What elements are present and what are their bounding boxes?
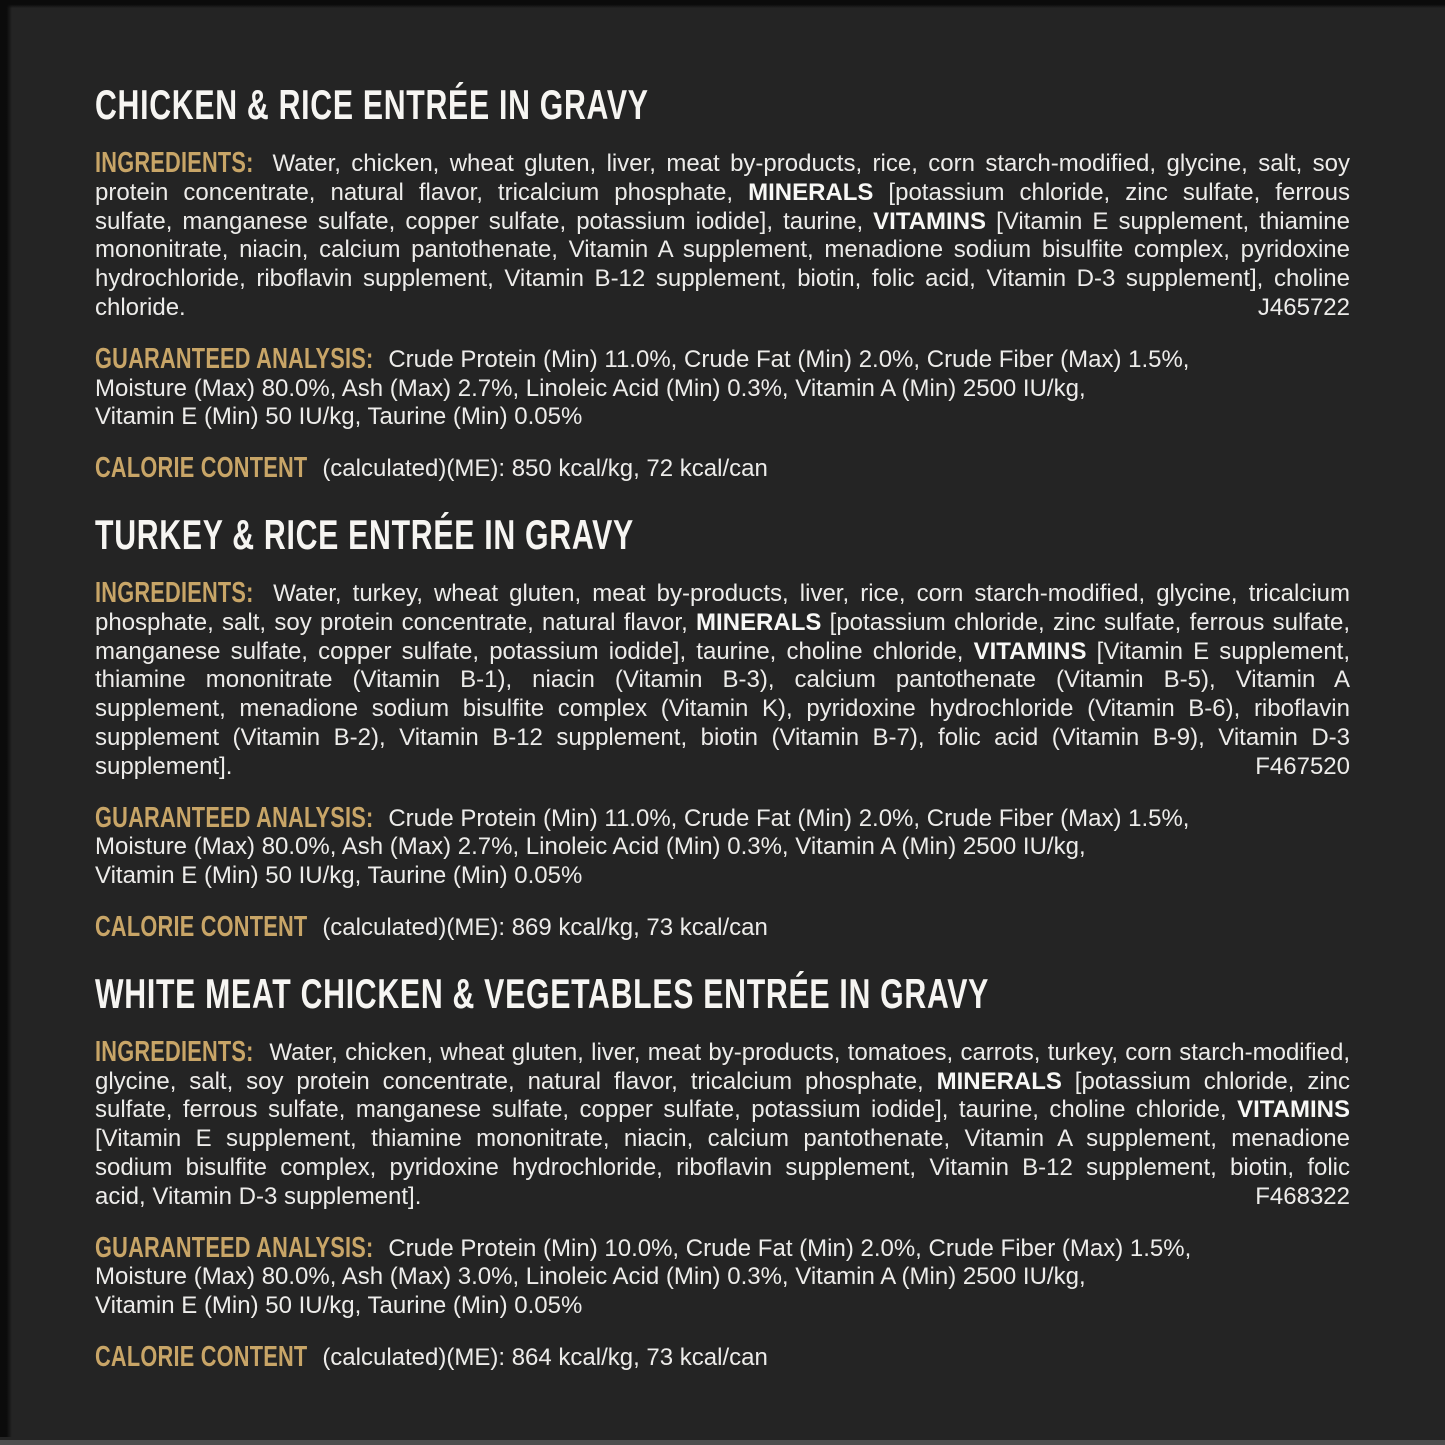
text-line xyxy=(95,265,1350,294)
text-segment: sodium bisulfite complex, pyridoxine hydrochloride, riboflavin supplement, Vitamin B-12 supplement, biotin, folic xyxy=(95,1153,1350,1181)
text-segment: Moisture (Max) 80.0%, Ash (Max) 2.7%, Linoleic Acid (Min) 0.3%, Vitamin A (Min) 2500 IU/kg, xyxy=(95,374,1086,402)
text-line xyxy=(95,236,1350,265)
bold-ingredient-group: MINERALS xyxy=(748,178,874,206)
text-line xyxy=(95,1292,1350,1321)
bold-ingredient-group: VITAMINS xyxy=(873,207,987,235)
text-segment: supplement, menadione sodium bisulfite complex (Vitamin K), pyridoxine hydrochloride (Vitamin B-6), riboflavin xyxy=(95,695,1350,723)
text-segment: supplement (Vitamin B-2), Vitamin B-12 supplement, biotin (Vitamin B-7), folic acid (Vitamin B-9), Vitamin D-3 xyxy=(95,723,1350,751)
label-content xyxy=(95,81,1351,1403)
bold-ingredient-group: MINERALS xyxy=(936,1067,1062,1095)
text-segment: supplement]. xyxy=(95,752,233,780)
guaranteed-analysis-paragraph xyxy=(95,1231,1350,1321)
gold-section-label: INGREDIENTS: xyxy=(95,147,254,179)
text-line xyxy=(95,149,1350,179)
formula-code: F468322 xyxy=(1255,1182,1350,1210)
calorie-content-label: CALORIE CONTENT xyxy=(95,1340,308,1373)
calorie-content-value: (calculated)(ME): 869 kcal/kg, 73 kcal/can xyxy=(322,913,768,941)
product-title: WHITE MEAT CHICKEN & VEGETABLES ENTRÉE IN GRAVY xyxy=(95,969,990,1017)
calorie-content-line xyxy=(95,1340,1350,1373)
text-segment: [Vitamin E supplement, xyxy=(1086,637,1350,665)
bold-ingredient-group: VITAMINS xyxy=(973,637,1087,665)
formula-code: F467520 xyxy=(1255,752,1350,780)
text-segment: sulfate, manganese sulfate, copper sulfate, potassium iodide], taurine, xyxy=(95,207,874,235)
text-segment: acid, Vitamin D-3 supplement]. xyxy=(95,1182,422,1210)
text-line xyxy=(95,1183,1350,1212)
text-line xyxy=(95,666,1350,695)
gold-section-label: GUARANTEED ANALYSIS: xyxy=(95,342,374,375)
text-segment: protein concentrate, natural flavor, tricalcium phosphate, xyxy=(95,178,749,206)
text-segment: mononitrate, niacin, calcium pantothenate, Vitamin A supplement, menadione sodium bisulfite complex, pyridoxine xyxy=(95,236,1350,264)
text-line xyxy=(95,1125,1350,1154)
text-segment: hydrochloride, riboflavin supplement, Vitamin B-12 supplement, biotin, folic acid, Vitamin D-3 supplement], choline xyxy=(95,265,1350,293)
text-line xyxy=(95,753,1350,782)
label-edge-shadow-top xyxy=(0,0,1445,8)
label-edge-highlight-bottom xyxy=(0,1440,1445,1445)
text-segment: Crude Protein (Min) 11.0%, Crude Fat (Min) 2.0%, Crude Fiber (Max) 1.5%, xyxy=(388,804,1190,832)
text-segment: Water, chicken, wheat gluten, liver, meat by-products, rice, corn starch-modified, glycine, salt, soy xyxy=(272,150,1350,177)
calorie-content-label: CALORIE CONTENT xyxy=(95,452,308,485)
label-edge-shadow-left xyxy=(0,0,12,1437)
formula-code: J465722 xyxy=(1257,293,1350,321)
text-segment: Vitamin E (Min) 50 IU/kg, Taurine (Min) 0.05% xyxy=(95,1292,583,1320)
text-line xyxy=(95,403,1350,432)
text-line xyxy=(95,1096,1350,1125)
text-segment: Vitamin E (Min) 50 IU/kg, Taurine (Min) 0.05% xyxy=(95,403,583,431)
text-segment: glycine, salt, soy protein concentrate, natural flavor, tricalcium phosphate, xyxy=(95,1067,937,1095)
text-segment: manganese sulfate, copper sulfate, potassium iodide], taurine, choline chloride, xyxy=(95,637,974,665)
ingredients-paragraph xyxy=(95,576,1351,782)
gold-section-label: INGREDIENTS: xyxy=(95,1035,254,1068)
guaranteed-analysis-paragraph xyxy=(95,801,1350,891)
product-section-white-meat-chicken-vegetables xyxy=(95,969,1351,1373)
text-segment: Crude Protein (Min) 10.0%, Crude Fat (Min) 2.0%, Crude Fiber (Max) 1.5%, xyxy=(388,1234,1192,1262)
calorie-content-line xyxy=(95,910,1350,943)
text-line xyxy=(95,695,1350,724)
text-line xyxy=(95,801,1350,834)
text-segment: [potassium chloride, zinc sulfate, ferrous xyxy=(873,178,1351,206)
guaranteed-analysis-paragraph xyxy=(95,342,1350,432)
text-segment: Moisture (Max) 80.0%, Ash (Max) 2.7%, Linoleic Acid (Min) 0.3%, Vitamin A (Min) 2500 IU/kg, xyxy=(95,833,1086,861)
text-segment: Water, chicken, wheat gluten, liver, meat by-products, tomatoes, carrots, turkey, corn starch-modified, xyxy=(269,1038,1350,1066)
gold-section-label: INGREDIENTS: xyxy=(95,576,254,609)
calorie-content-value: (calculated)(ME): 864 kcal/kg, 73 kcal/can xyxy=(322,1343,768,1371)
calorie-content-label: CALORIE CONTENT xyxy=(95,910,308,943)
gold-section-label: GUARANTEED ANALYSIS: xyxy=(95,1231,374,1264)
text-segment: Water, turkey, wheat gluten, meat by-products, liver, rice, corn starch-modified, glycine, tricalcium xyxy=(273,579,1350,607)
bold-ingredient-group: VITAMINS xyxy=(1237,1096,1350,1124)
text-line xyxy=(95,609,1350,638)
product-title: TURKEY & RICE ENTRÉE IN GRAVY xyxy=(95,510,634,558)
calorie-content-value: (calculated)(ME): 850 kcal/kg, 72 kcal/can xyxy=(322,455,768,483)
text-line xyxy=(95,833,1350,862)
text-line xyxy=(95,179,1350,208)
product-title: CHICKEN & RICE ENTRÉE IN GRAVY xyxy=(95,81,649,128)
text-segment: [Vitamin E supplement, thiamine mononitrate, niacin, calcium pantothenate, Vitamin A supplement, menadione xyxy=(95,1125,1350,1153)
text-segment: chloride. xyxy=(95,293,186,321)
text-segment: Vitamin E (Min) 50 IU/kg, Taurine (Min) 0.05% xyxy=(95,862,583,890)
text-line xyxy=(95,342,1350,375)
text-line xyxy=(95,862,1350,891)
ingredients-paragraph xyxy=(95,149,1350,323)
bold-ingredient-group: MINERALS xyxy=(696,608,822,636)
text-line xyxy=(95,1035,1350,1068)
text-line xyxy=(95,375,1350,404)
text-line xyxy=(95,1231,1350,1264)
text-segment: [Vitamin E supplement, thiamine xyxy=(986,207,1350,235)
calorie-content-line xyxy=(95,454,1350,484)
text-segment: Crude Protein (Min) 11.0%, Crude Fat (Min) 2.0%, Crude Fiber (Max) 1.5%, xyxy=(388,345,1190,373)
text-segment: sulfate, ferrous sulfate, manganese sulfate, copper sulfate, potassium iodide], taurine, choline chloride, xyxy=(95,1096,1238,1124)
text-line xyxy=(95,1154,1350,1183)
text-line xyxy=(95,724,1350,753)
text-segment: Moisture (Max) 80.0%, Ash (Max) 3.0%, Linoleic Acid (Min) 0.3%, Vitamin A (Min) 2500 IU/kg, xyxy=(95,1263,1086,1291)
text-segment: [potassium chloride, zinc xyxy=(1061,1067,1351,1095)
text-line xyxy=(95,638,1350,667)
text-segment: [potassium chloride, zinc sulfate, ferrous sulfate, xyxy=(821,608,1351,636)
gold-section-label: GUARANTEED ANALYSIS: xyxy=(95,801,374,834)
text-line xyxy=(95,1263,1350,1292)
text-line xyxy=(95,294,1350,323)
text-line xyxy=(95,208,1350,237)
text-line xyxy=(95,1068,1350,1097)
text-segment: thiamine mononitrate (Vitamin B-1), niacin (Vitamin B-3), calcium pantothenate (Vitamin B-5), Vitamin A xyxy=(95,666,1350,694)
text-segment: phosphate, salt, soy protein concentrate, natural flavor, xyxy=(95,608,697,636)
product-section-chicken-rice xyxy=(95,81,1351,485)
text-line xyxy=(95,576,1350,609)
ingredients-paragraph xyxy=(95,1035,1351,1212)
product-section-turkey-rice xyxy=(95,510,1351,943)
